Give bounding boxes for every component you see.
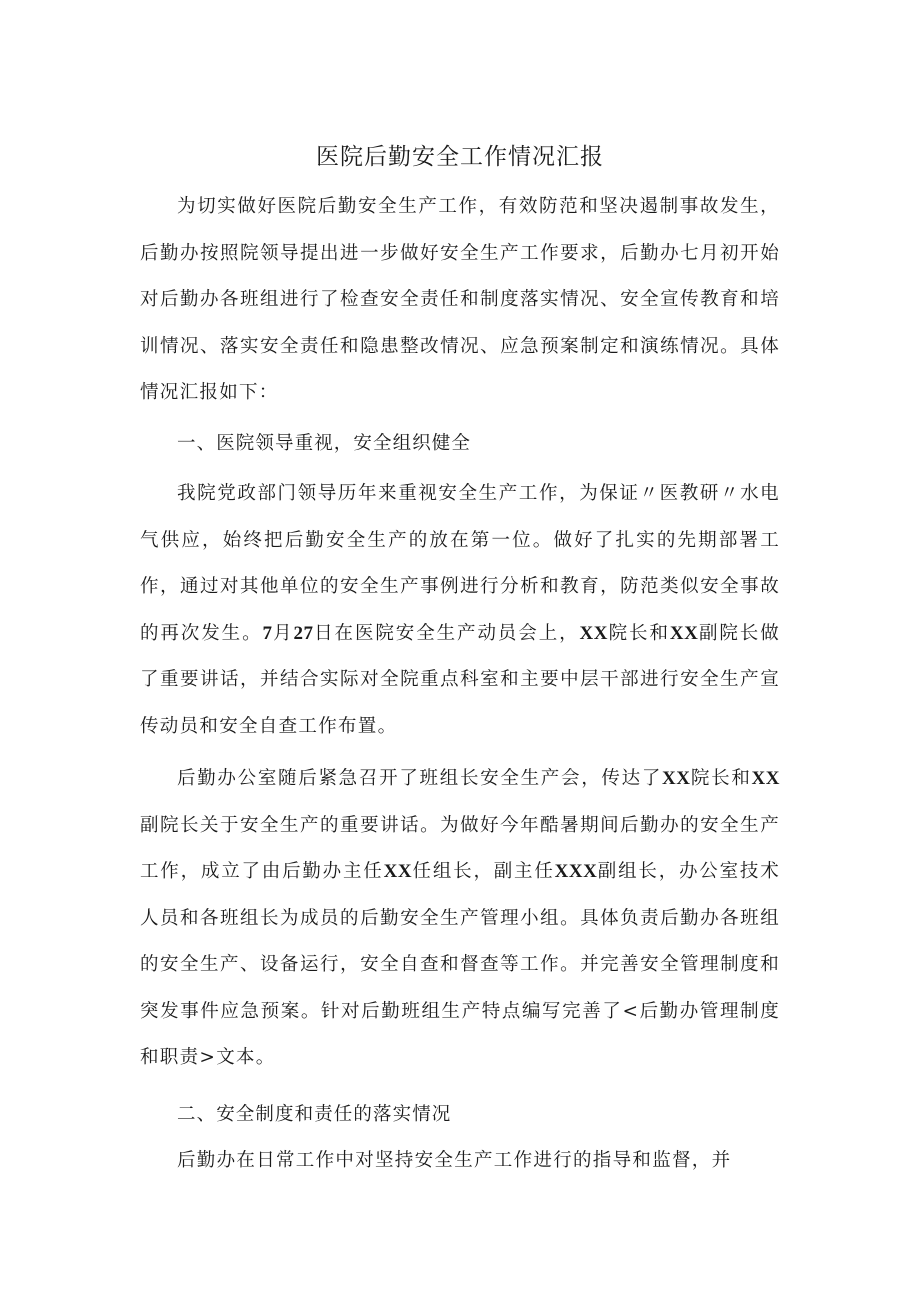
bold-leader-name: XX xyxy=(383,861,413,882)
bold-dean-name: XX xyxy=(579,622,608,644)
document-title: 医院后勤安全工作情况汇报 xyxy=(316,144,604,170)
text-run: 我院党政部门领导历年来重视安全生产工作，为保证〃医教研〃水电气供应，始终把后勤安全生产的放在第一位。做好了扎实的先期部署工作，通过对其他单位的安全生产事例进行分析和教育，防范类似安全事故的再次发生。 xyxy=(140,483,780,644)
bold-dean-name: XX xyxy=(662,768,691,789)
bold-vice-dean-name: XX xyxy=(751,768,780,789)
bold-deputy-name: XXX xyxy=(554,861,598,882)
section-heading-1: 一、医院领导重视，安全组织健全 xyxy=(177,432,472,454)
paragraph-leadership xyxy=(140,471,780,750)
text-run: 日在医院安全生产动员会上， xyxy=(313,622,580,644)
text-run: 副组长，办公室技术人员和各班组长为成员的后勤安全生产管理小组。具体负责后勤办各班组的安全生产、设备运行，安全自查和督查等工作。并完善安全管理制度和突发事件应急预案。针对后勤班组生产特点编写完善了<后勤办管理制度和职责>文本。 xyxy=(140,861,780,1068)
text-run: 院长和 xyxy=(690,768,752,789)
paragraph-logistics-office xyxy=(140,756,780,1082)
text-run: 任组长，副主任 xyxy=(412,861,555,882)
section-heading-2: 二、安全制度和责任的落实情况 xyxy=(177,1103,452,1125)
bold-vice-dean-name: XX xyxy=(669,622,699,644)
text-run: 院长和 xyxy=(608,622,670,644)
text-run: 后勤办公室随后紧急召开了班组长安全生产会，传达了 xyxy=(177,768,663,789)
text-run: 副院长做了重要讲话，并结合实际对全院重点科室和主要中层干部进行安全生产宣传动员和安全自查工作布置。 xyxy=(140,622,780,737)
bold-day: 27 xyxy=(293,622,314,644)
document-body xyxy=(140,184,780,1185)
paragraph-intro: 为切实做好医院后勤安全生产工作，有效防范和坚决遏制事故发生，后勤办按照院领导提出进一步做好安全生产工作要求，后勤办七月初开始对后勤办各班组进行了检查安全责任和制度落实情况、安全宣传教育和培训情况、落实安全责任和隐患整改情况、应急预案制定和演练情况。具体情况汇报如下： xyxy=(140,196,780,403)
text-run: 月 xyxy=(272,622,294,644)
text-run: 副院长关于安全生产的重要讲话。为做好今年酷暑期间后勤办的安全生产工作，成立了由后勤办主任 xyxy=(140,814,780,882)
bold-month: 7 xyxy=(262,622,273,644)
paragraph-safety-system: 后勤办在日常工作中对坚持安全生产工作进行的指导和监督，并 xyxy=(177,1150,732,1171)
